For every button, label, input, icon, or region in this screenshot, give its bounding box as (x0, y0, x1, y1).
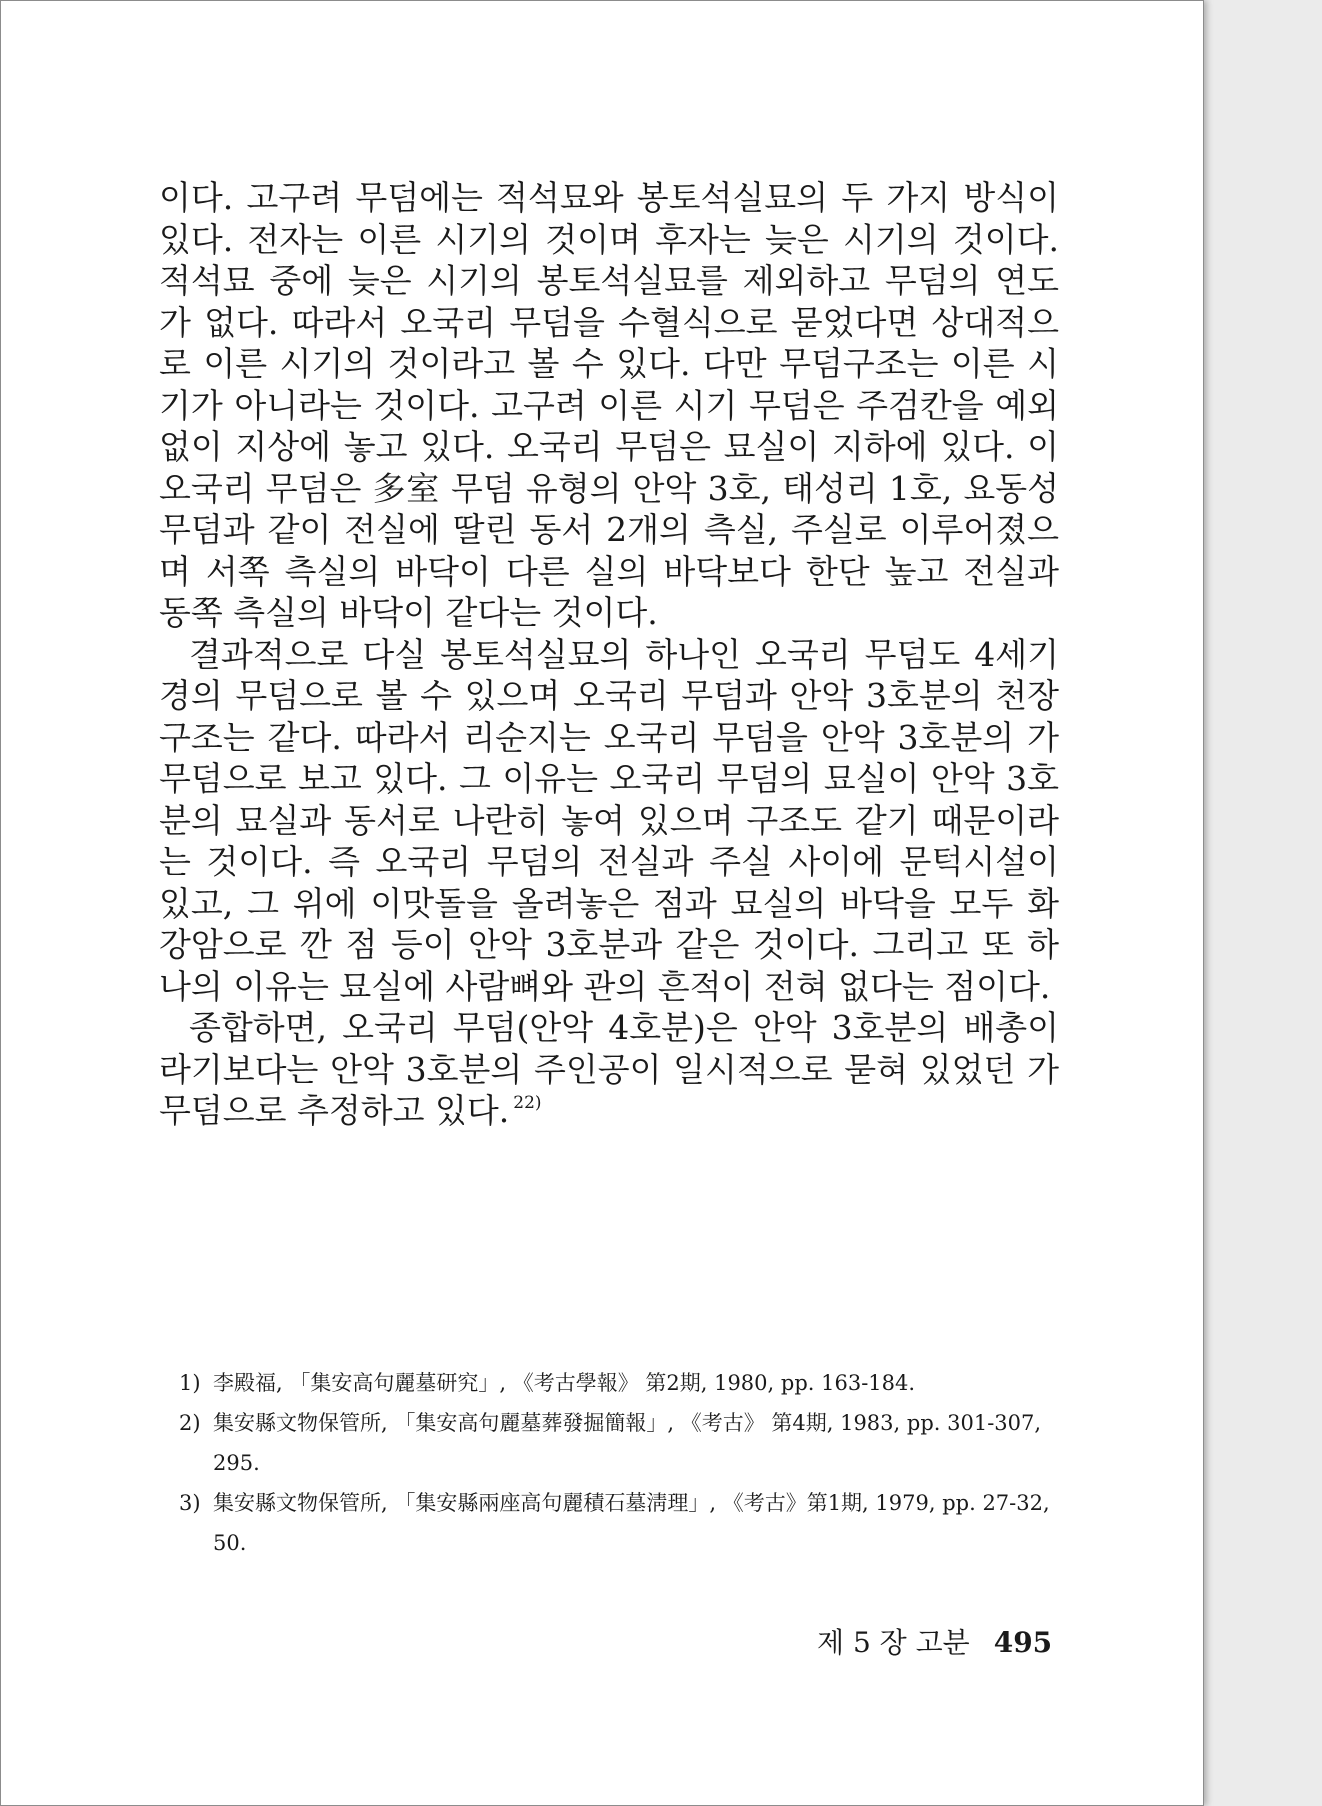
footnote-number: 1) (179, 1371, 201, 1395)
paragraph-1: 이다. 고구려 무덤에는 적석묘와 봉토석실묘의 두 가지 방식이 있다. 전자는 이른 시기의 것이며 후자는 늦은 시기의 것이다. 적석묘 중에 늦은 시기의 봉토석실묘를 제외하고 무덤의 연도가 없다. 따라서 오국리 무덤을 수혈식으로 묻었다면 상대적으로 이른 시기의 것이라고 볼 수 있다. 다만 무덤구조는 이른 시기가 아니라는 것이다. 고구려 이른 시기 무덤은 주검칸을 예외 없이 지상에 놓고 있다. 오국리 무덤은 묘실이 지하에 있다. 이 오국리 무덤은 多室 무덤 유형의 안악 3호, 태성리 1호, 요동성 무덤과 같이 전실에 딸린 동서 2개의 측실, 주실로 이루어졌으며 서쪽 측실의 바닥이 다른 실의 바닥보다 한단 높고 전실과 동쪽 측실의 바닥이 같다는 것이다. (159, 178, 1059, 632)
paragraph-3-text: 종합하면, 오국리 무덤(안악 4호분)은 안악 3호분의 배총이라기보다는 안악 3호분의 주인공이 일시적으로 묻혀 있었던 가무덤으로 추정하고 있다. (159, 1008, 1059, 1130)
footnote-reference: 22) (513, 1093, 542, 1113)
footnote-item (179, 1363, 1069, 1403)
footnote-text: 集安縣文物保管所, 「集安高句麗墓葬發掘簡報」, 《考古》 第4期, 1983, pp. 301-307, 295. (213, 1411, 1042, 1475)
footnote-item (179, 1403, 1069, 1483)
page-footer (817, 1621, 1052, 1661)
paragraph-2: 결과적으로 다실 봉토석실묘의 하나인 오국리 무덤도 4세기경의 무덤으로 볼 수 있으며 오국리 무덤과 안악 3호분의 천장구조는 같다. 따라서 리순지는 오국리 무덤을 안악 3호분의 가무덤으로 보고 있다. 그 이유는 오국리 무덤의 묘실이 안악 3호분의 묘실과 동서로 나란히 놓여 있으며 구조도 같기 때문이라는 것이다. 즉 오국리 무덤의 전실과 주실 사이에 문턱시설이 있고, 그 위에 이맛돌을 올려놓은 점과 묘실의 바닥을 모두 화강암으로 깐 점 등이 안악 3호분과 같은 것이다. 그리고 또 하나의 이유는 묘실에 사람뼈와 관의 흔적이 전혀 없다는 점이다. (159, 634, 1059, 1006)
body-text (159, 177, 1059, 1132)
footnote-number: 3) (179, 1491, 201, 1515)
page-number: 495 (993, 1626, 1053, 1659)
paragraph-3 (159, 1007, 1059, 1132)
footnote-text: 李殿福, 「集安高句麗墓研究」, 《考古學報》 第2期, 1980, pp. 163-184. (213, 1371, 916, 1395)
footnotes (179, 1363, 1069, 1563)
chapter-label: 제 5 장 고분 (817, 1626, 970, 1659)
footnote-number: 2) (179, 1411, 201, 1435)
footnote-text: 集安縣文物保管所, 「集安縣兩座高句麗積石墓淸理」, 《考古》第1期, 1979, pp. 27-32, 50. (213, 1491, 1050, 1555)
footnote-item (179, 1483, 1069, 1563)
